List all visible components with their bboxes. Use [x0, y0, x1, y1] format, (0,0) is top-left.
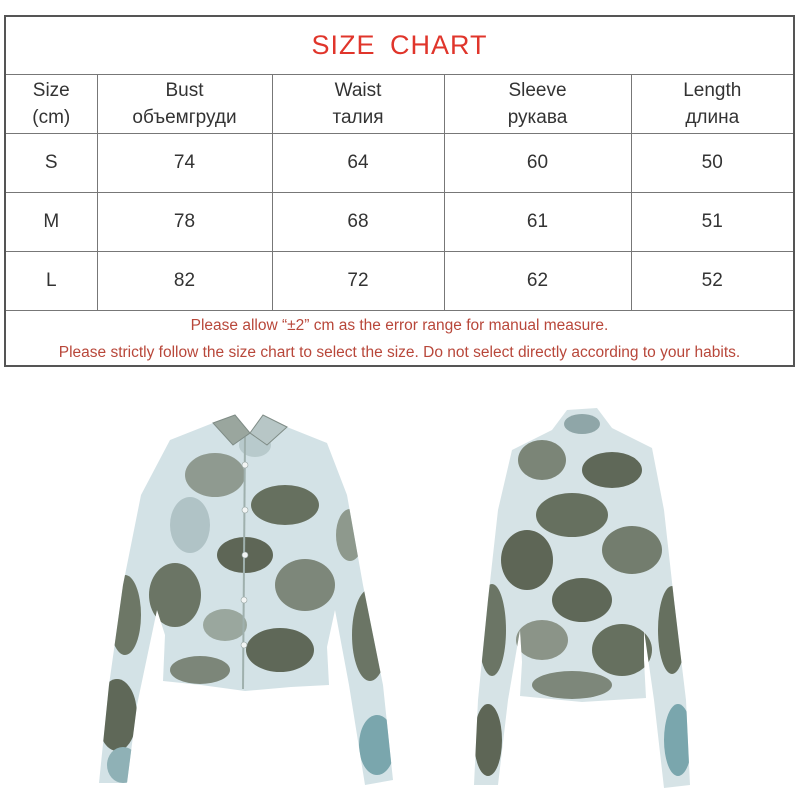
length-cell: 52 [631, 252, 793, 311]
size-chart-notes [6, 311, 793, 367]
waist-cell: 72 [272, 252, 444, 311]
size-cell: M [6, 193, 97, 252]
column-header-size: Size (cm) [6, 75, 97, 134]
waist-cell: 68 [272, 193, 444, 252]
bust-cell: 78 [97, 193, 272, 252]
table-row [6, 193, 793, 252]
column-header-waist: Waist талия [272, 75, 444, 134]
size-table [6, 75, 793, 311]
column-header-length: Length длина [631, 75, 793, 134]
sleeve-cell: 61 [444, 193, 631, 252]
measurement-note: Please allow “±2” cm as the error range for manual measure. [190, 317, 609, 334]
size-chart-title: SIZE CHART [6, 17, 793, 75]
shirt-back-image [472, 400, 692, 790]
selection-note: Please strictly follow the size chart to select the size. Do not select directly according to your habits. [58, 344, 741, 361]
size-chart [4, 15, 795, 367]
sleeve-cell: 62 [444, 252, 631, 311]
length-cell: 51 [631, 193, 793, 252]
column-header-sleeve: Sleeve рукава [444, 75, 631, 134]
shirt-front-image [95, 385, 395, 790]
size-cell: S [6, 134, 97, 193]
length-cell: 50 [631, 134, 793, 193]
column-header-bust: Bust объемгруди [97, 75, 272, 134]
table-header-row [6, 75, 793, 134]
size-cell: L [6, 252, 97, 311]
sleeve-cell: 60 [444, 134, 631, 193]
bust-cell: 74 [97, 134, 272, 193]
waist-cell: 64 [272, 134, 444, 193]
table-row [6, 134, 793, 193]
table-row [6, 252, 793, 311]
bust-cell: 82 [97, 252, 272, 311]
